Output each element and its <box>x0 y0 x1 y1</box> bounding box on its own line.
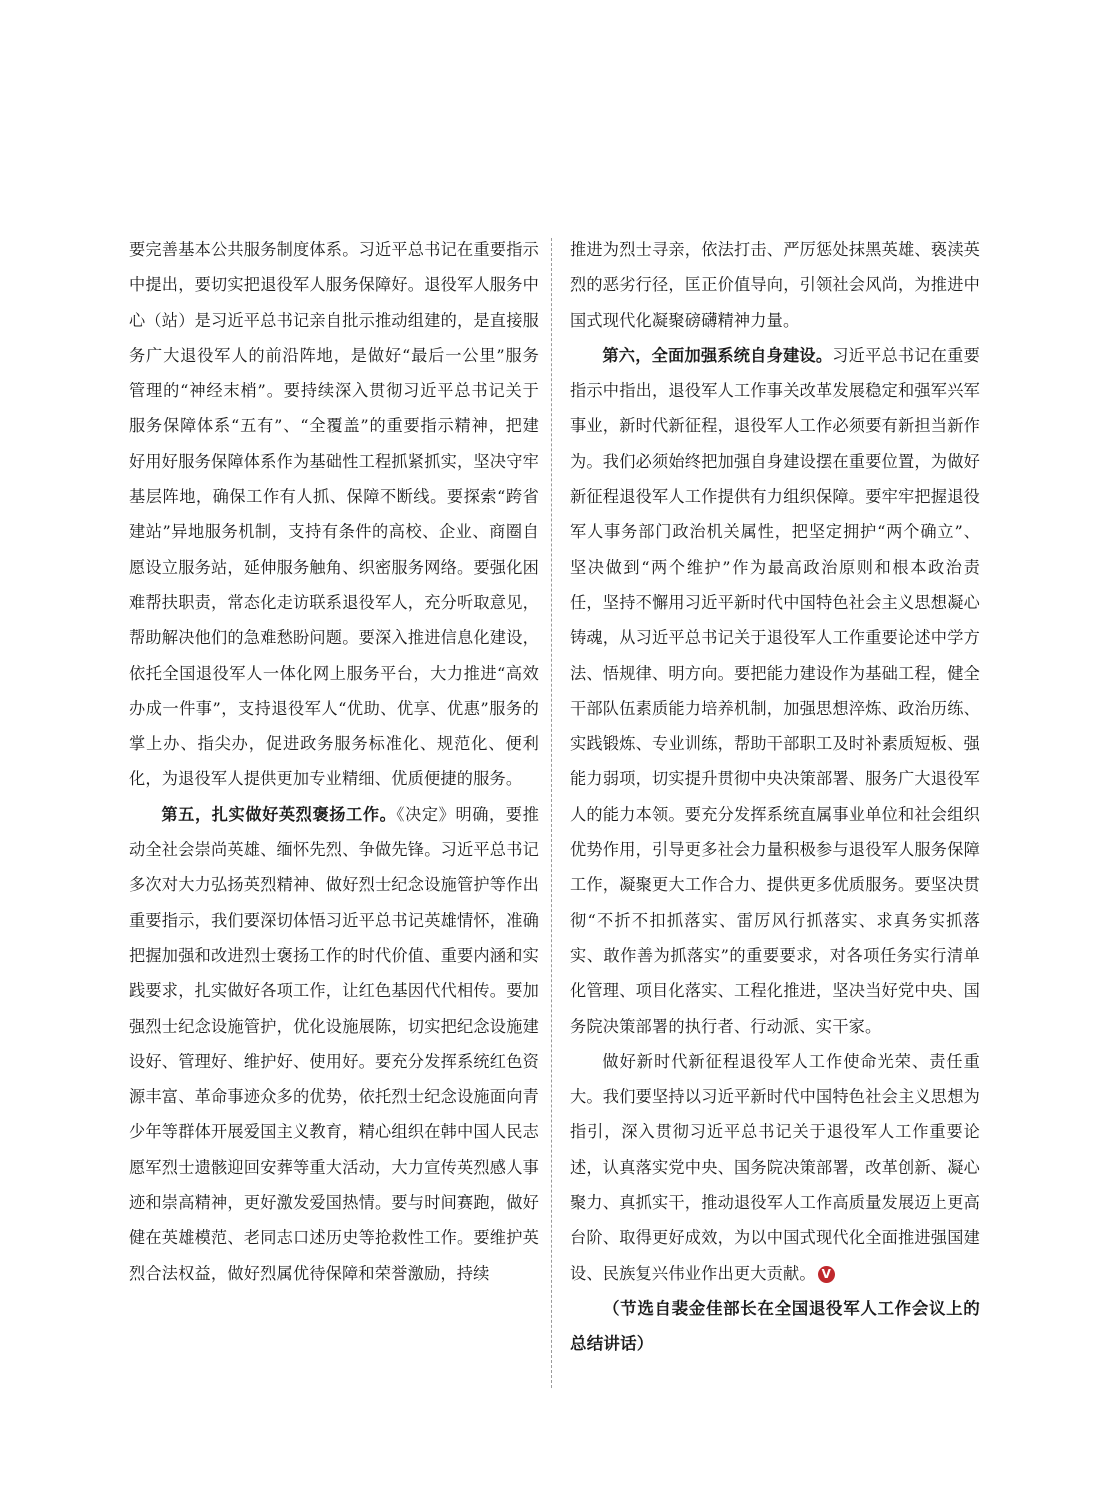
end-mark-icon: V <box>818 1266 835 1283</box>
paragraph-body: 《决定》明确，要推动全社会崇尚英雄、缅怀先烈、争做先锋。习近平总书记多次对大力弘扬英烈精神、做好烈士纪念设施管护等作出重要指示，我们要深切体悟习近平总书记英雄情怀，准确把握加强和改进烈士褒扬工作的时代价值、重要内涵和实践要求，扎实做好各项工作，让红色基因代代相传。要加强烈士纪念设施管护，优化设施展陈，切实把纪念设施建设好、管理好、维护好、使用好。要充分发挥系统红色资源丰富、革命事迹众多的优势，依托烈士纪念设施面向青少年等群体开展爱国主义教育，精心组织在韩中国人民志愿军烈士遗骸迎回安葬等重大活动，大力宣传英烈感人事迹和崇高精神，更好激发爱国热情。要与时间赛跑，做好健在英雄模范、老同志口述历史等抢救性工作。要维护英烈合法权益，做好烈属优待保障和荣誉激励，持续 <box>129 804 539 1283</box>
paragraph-continuation: 推进为烈士寻亲，依法打击、严厉惩处抹黑英雄、亵渎英烈的恶劣行径，匡正价值导向，引领社会风尚，为推进中国式现代化凝聚磅礴精神力量。 <box>570 240 980 330</box>
paragraph-body: 习近平总书记在重要指示中指出，退役军人工作事关改革发展稳定和强军兴军事业，新时代新征程，退役军人工作必须要有新担当新作为。我们必须始终把加强自身建设摆在重要位置，为做好新征程退役军人工作提供有力组织保障。要牢牢把握退役军人事务部门政治机关属性，把坚定拥护“两个确立”、坚决做到“两个维护”作为最高政治原则和根本政治责任，坚持不懈用习近平新时代中国特色社会主义思想凝心铸魂，从习近平总书记关于退役军人工作重要论述中学方法、悟规律、明方向。要把能力建设作为基础工程，健全干部队伍素质能力培养机制，加强思想淬炼、政治历练、实践锻炼、专业训练，帮助干部职工及时补素质短板、强能力弱项，切实提升贯彻中央决策部署、服务广大退役军人的能力本领。要充分发挥系统直属事业单位和社会组织优势作用，引导更多社会力量积极参与退役军人服务保障工作，凝聚更大工作合力、提供更多优质服务。要坚决贯彻“不折不扣抓落实、雷厉风行抓落实、求真务实抓落实、敢作善为抓落实”的重要要求，对各项任务实行清单化管理、项目化落实、工程化推进，坚决当好党中央、国务院决策部署的执行者、行动派、实干家。 <box>570 345 980 1036</box>
section-heading-fifth: 第五，扎实做好英烈褒扬工作。 <box>161 804 397 824</box>
right-column <box>570 232 980 1361</box>
paragraph-service-system: 要完善基本公共服务制度体系。习近平总书记在重要指示中提出，要切实把退役军人服务保障好。退役军人服务中心（站）是习近平总书记亲自批示推动组建的，是直接服务广大退役军人的前沿阵地，是做好“最后一公里”服务管理的“神经末梢”。要持续深入贯彻习近平总书记关于服务保障体系“五有”、“全覆盖”的重要指示精神，把建好用好服务保障体系作为基础性工程抓紧抓实，坚决守牢基层阵地，确保工作有人抓、保障不断线。要探索“跨省建站”异地服务机制，支持有条件的高校、企业、商圈自愿设立服务站，延伸服务触角、织密服务网络。要强化困难帮扶职责，常态化走访联系退役军人，充分听取意见，帮助解决他们的急难愁盼问题。要深入推进信息化建设，依托全国退役军人一体化网上服务平台，大力推进“高效办成一件事”，支持退役军人“优助、优享、优惠”服务的掌上办、指尖办，促进政务服务标准化、规范化、便利化，为退役军人提供更加专业精细、优质便捷的服务。 <box>129 240 539 789</box>
paragraph-conclusion <box>570 1044 980 1291</box>
paragraph-body: 做好新时代新征程退役军人工作使命光荣、责任重大。我们要坚持以习近平新时代中国特色社会主义思想为指引，深入贯彻习近平总书记关于退役军人工作重要论述，认真落实党中央、国务院决策部署，改革创新、凝心聚力、真抓实干，推动退役军人工作高质量发展迈上更高台阶、取得更好成效，为以中国式现代化全面推进强国建设、民族复兴伟业作出更大贡献。 <box>570 1051 980 1283</box>
left-column <box>129 232 539 1291</box>
paragraph-self-building <box>570 338 980 1044</box>
section-heading-sixth: 第六，全面加强系统自身建设。 <box>602 345 833 365</box>
paragraph-martyr-commendation <box>129 797 539 1291</box>
column-divider <box>551 238 552 1388</box>
source-note: （节选自裴金佳部长在全国退役军人工作会议上的总结讲话） <box>570 1298 980 1353</box>
